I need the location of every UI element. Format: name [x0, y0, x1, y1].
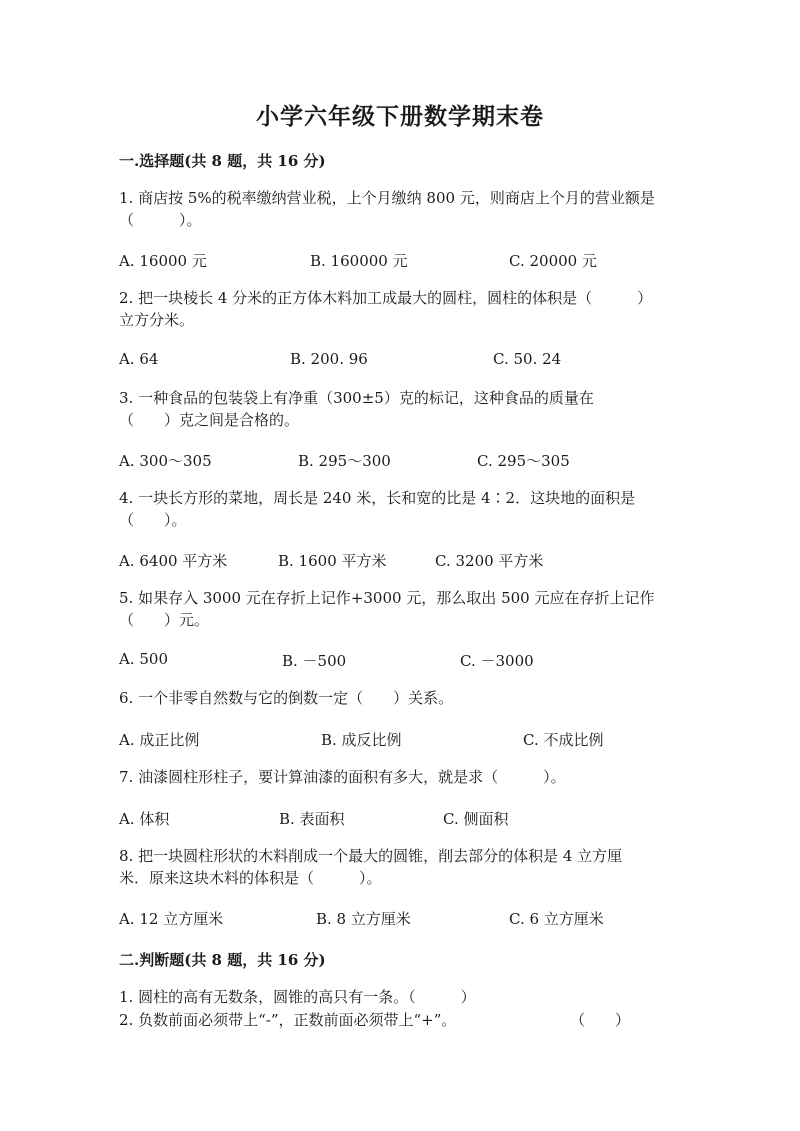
- question-5-line-2: （ ）元。: [119, 611, 210, 629]
- question-7-option-a: A. 体积: [119, 810, 170, 828]
- question-1-option-b: B. 160000 元: [310, 252, 408, 270]
- question-6: [119, 687, 453, 709]
- question-6-line-1: 6. 一个非零自然数与它的倒数一定（ ）关系。: [119, 689, 454, 707]
- question-2-option-c: C. 50. 24: [493, 350, 562, 368]
- question-1: [119, 187, 655, 231]
- question-1-option-c: C. 20000 元: [509, 252, 597, 270]
- question-5: [119, 587, 654, 631]
- question-6-option-a: A. 成正比例: [119, 731, 200, 749]
- question-4-line-2: （ ）。: [119, 511, 187, 529]
- section-heading-true-false: 二.判断题(共 8 题，共 16 分): [119, 951, 326, 969]
- question-4-option-b: B. 1600 平方米: [278, 552, 387, 570]
- question-2-line-1: 2. 把一块棱长 4 分米的正方体木料加工成最大的圆柱，圆柱的体积是（ ）: [119, 289, 653, 307]
- question-8-line-2: 米．原来这块木料的体积是（ ）。: [119, 869, 382, 887]
- question-3-option-a: A. 300～305: [119, 452, 212, 470]
- question-1-line-1: 1. 商店按 5%的税率缴纳营业税，上个月缴纳 800 元，则商店上个月的营业额是: [119, 189, 655, 207]
- question-6-option-c: C. 不成比例: [523, 731, 604, 749]
- question-6-option-b: B. 成反比例: [321, 731, 402, 749]
- question-8-line-1: 8. 把一块圆柱形状的木料削成一个最大的圆锥，削去部分的体积是 4 立方厘: [119, 847, 623, 865]
- question-2-option-a: A. 64: [119, 350, 159, 368]
- question-7-option-b: B. 表面积: [279, 810, 345, 828]
- question-3-line-1: 3. 一种食品的包装袋上有净重（300±5）克的标记，这种食品的质量在: [119, 389, 594, 407]
- question-4: [119, 487, 635, 531]
- question-3: [119, 387, 594, 431]
- question-8: [119, 845, 622, 889]
- question-2-option-b: B. 200. 96: [290, 350, 368, 368]
- true-false-item-1: 1. 圆柱的高有无数条，圆锥的高只有一条。（ ）: [119, 988, 476, 1006]
- question-5-line-1: 5. 如果存入 3000 元在存折上记作+3000 元，那么取出 500 元应在存折上记作: [119, 589, 655, 607]
- true-false-item-2-bracket: （ ）: [570, 1011, 631, 1029]
- question-2-line-2: 立方分米。: [119, 311, 195, 329]
- question-7: [119, 766, 566, 788]
- question-8-option-a: A. 12 立方厘米: [119, 910, 224, 928]
- question-8-option-b: B. 8 立方厘米: [316, 910, 411, 928]
- question-7-line-1: 7. 油漆圆柱形柱子，要计算油漆的面积有多大，就是求（ ）。: [119, 768, 566, 786]
- question-5-option-b: B. －500: [282, 652, 347, 670]
- question-1-line-2: （ ）。: [119, 211, 202, 229]
- question-5-option-c: C. －3000: [460, 652, 534, 670]
- page-title: 小学六年级下册数学期末卷: [256, 103, 544, 130]
- question-3-option-b: B. 295～300: [298, 452, 391, 470]
- question-7-option-c: C. 侧面积: [443, 810, 509, 828]
- question-1-option-a: A. 16000 元: [119, 252, 207, 270]
- question-3-line-2: （ ）克之间是合格的。: [119, 411, 300, 429]
- question-8-option-c: C. 6 立方厘米: [509, 910, 604, 928]
- question-4-option-a: A. 6400 平方米: [119, 552, 228, 570]
- section-heading-multiple-choice: 一.选择题(共 8 题，共 16 分): [119, 152, 326, 170]
- true-false-item-2: 2. 负数前面必须带上“-”，正数前面必须带上“+”。: [119, 1011, 457, 1029]
- question-3-option-c: C. 295～305: [477, 452, 570, 470]
- question-4-line-1: 4. 一块长方形的菜地，周长是 240 米，长和宽的比是 4∶2．这块地的面积是: [119, 489, 636, 507]
- question-2: [119, 287, 652, 331]
- question-4-option-c: C. 3200 平方米: [435, 552, 544, 570]
- question-5-option-a: A. 500: [119, 650, 168, 668]
